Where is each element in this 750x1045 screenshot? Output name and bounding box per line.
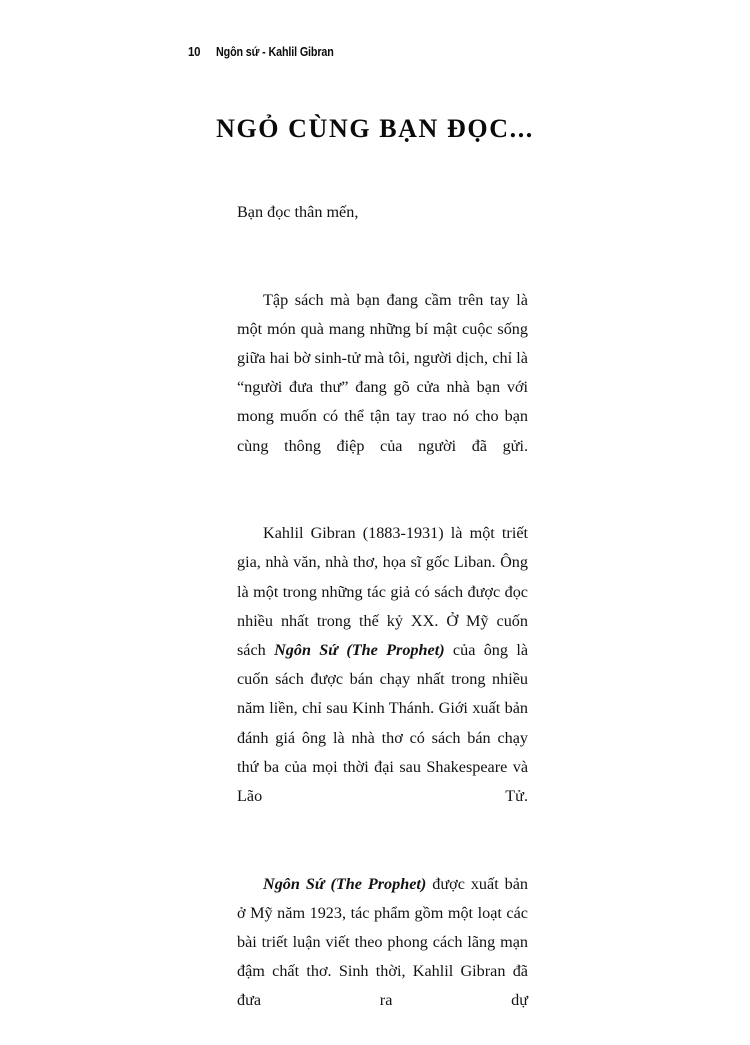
book-title-ngon-su: Ngôn Sứ [274, 641, 339, 660]
book-title-ngon-su-the-prophet: Ngôn Sứ (The Prophet) [263, 874, 427, 893]
paragraph-2-text-a: Kahlil Gibran (1883-1931) là một triết gia, nhà văn, nhà thơ, họa sĩ gốc Liban. Ông là một trong những tác giả có sách được đọc nhiều nhất trong thế kỷ XX. Ở Mỹ cuốn sách [237, 524, 528, 660]
chapter-title: NGỎ CÙNG BẠN ĐỌC... [216, 114, 534, 144]
paragraph-2-text-b: của ông là cuốn sách được bán chạy nhất trong nhiều năm liền, chỉ sau Kinh Thánh. Giới xuất bản đánh giá ông là nhà thơ có sách bán chạy thứ ba của mọi thời đại sau Shakespeare và Lão Tử. [237, 641, 528, 806]
page-number: 10 [188, 44, 201, 59]
paragraph-3-text: được xuất bản ở Mỹ năm 1923, tác phẩm gồm một loạt các bài triết luận viết theo phong cách lãng mạn đậm chất thơ. Sinh thời, Kahlil Gibran đã đưa ra dự [237, 874, 529, 1010]
body-text-column [237, 198, 528, 1045]
body-paragraph-1: Tập sách mà bạn đang cầm trên tay là một món quà mang những bí mật cuộc sống giữa hai bờ sinh-tử mà tôi, người dịch, chỉ là “người đưa thư” đang gõ cửa nhà bạn với mong muốn có thể tận tay trao nó cho bạn cùng thông điệp của người đã gửi. [237, 290, 528, 455]
running-header-title: Ngôn sứ - Kahlil Gibran [216, 45, 334, 59]
salutation-paragraph: Bạn đọc thân mến, [237, 203, 359, 221]
body-paragraph-2 [237, 519, 528, 840]
running-header [188, 44, 353, 59]
book-title-the-prophet: (The Prophet) [346, 641, 445, 660]
body-paragraph-3 [237, 870, 528, 1045]
